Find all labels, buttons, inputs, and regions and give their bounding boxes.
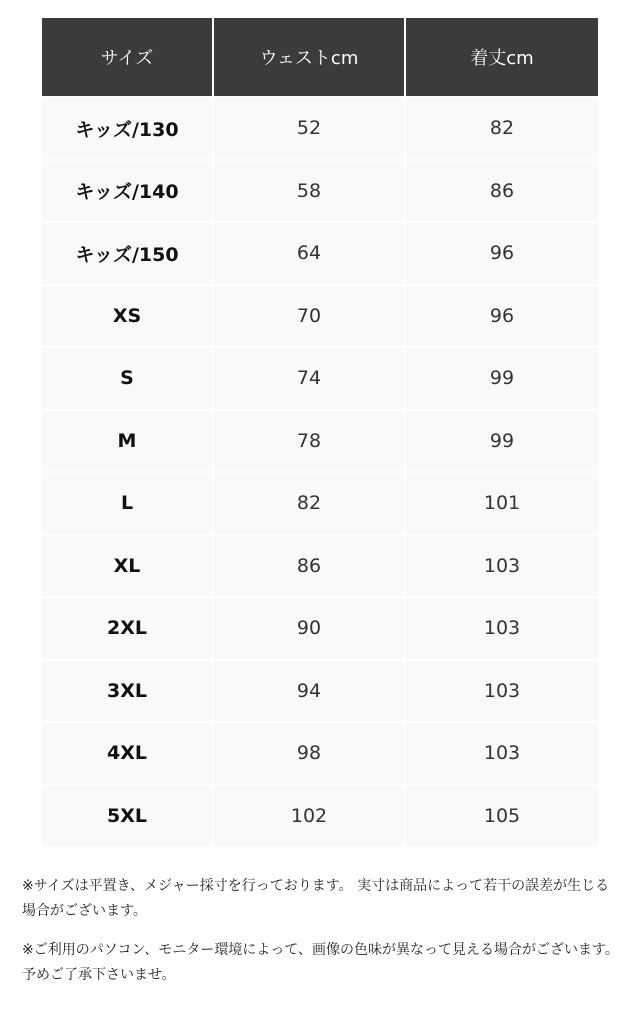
length-cell: 96 xyxy=(406,221,598,284)
size-chart-table xyxy=(42,18,598,846)
waist-cell: 70 xyxy=(214,284,406,347)
note-measurement: ※サイズは平置き、メジャー採寸を行っております。 実寸は商品によって若干の誤差が生じる場合がございます。 xyxy=(22,878,610,919)
length-cell: 105 xyxy=(406,784,598,847)
waist-cell: 74 xyxy=(214,346,406,409)
size-cell: キッズ/130 xyxy=(42,96,214,159)
measurement-notes xyxy=(22,874,622,1002)
length-cell: 96 xyxy=(406,284,598,347)
table-body xyxy=(42,96,598,846)
size-cell: XL xyxy=(42,534,214,597)
waist-cell: 82 xyxy=(214,471,406,534)
length-cell: 103 xyxy=(406,596,598,659)
length-cell: 103 xyxy=(406,659,598,722)
header-size: サイズ xyxy=(42,18,214,96)
table-row xyxy=(42,346,598,409)
waist-cell: 98 xyxy=(214,721,406,784)
waist-cell: 90 xyxy=(214,596,406,659)
size-cell: 3XL xyxy=(42,659,214,722)
length-cell: 82 xyxy=(406,96,598,159)
table-row xyxy=(42,409,598,472)
size-cell: キッズ/150 xyxy=(42,221,214,284)
note-color-disclaimer: ※ご利用のパソコン、モニター環境によって、画像の色味が異なって見える場合がございます。予めご了承下さいませ。 xyxy=(22,942,619,983)
length-cell: 99 xyxy=(406,346,598,409)
waist-cell: 78 xyxy=(214,409,406,472)
header-row xyxy=(42,18,598,96)
table-row xyxy=(42,284,598,347)
size-cell: 4XL xyxy=(42,721,214,784)
length-cell: 99 xyxy=(406,409,598,472)
size-cell: S xyxy=(42,346,214,409)
length-cell: 86 xyxy=(406,159,598,222)
size-cell: 5XL xyxy=(42,784,214,847)
table-row xyxy=(42,96,598,159)
waist-cell: 52 xyxy=(214,96,406,159)
table-header xyxy=(42,18,598,96)
header-length: 着丈cm xyxy=(406,18,598,96)
size-cell: キッズ/140 xyxy=(42,159,214,222)
waist-cell: 86 xyxy=(214,534,406,597)
waist-cell: 58 xyxy=(214,159,406,222)
size-cell: L xyxy=(42,471,214,534)
waist-cell: 94 xyxy=(214,659,406,722)
size-cell: M xyxy=(42,409,214,472)
size-cell: XS xyxy=(42,284,214,347)
length-cell: 103 xyxy=(406,534,598,597)
length-cell: 103 xyxy=(406,721,598,784)
table-row xyxy=(42,534,598,597)
table-row xyxy=(42,159,598,222)
table-row xyxy=(42,221,598,284)
header-waist: ウェストcm xyxy=(214,18,406,96)
length-cell: 101 xyxy=(406,471,598,534)
table-row xyxy=(42,721,598,784)
waist-cell: 102 xyxy=(214,784,406,847)
size-cell: 2XL xyxy=(42,596,214,659)
waist-cell: 64 xyxy=(214,221,406,284)
table-row xyxy=(42,596,598,659)
table-row xyxy=(42,784,598,847)
table-row xyxy=(42,471,598,534)
table-row xyxy=(42,659,598,722)
